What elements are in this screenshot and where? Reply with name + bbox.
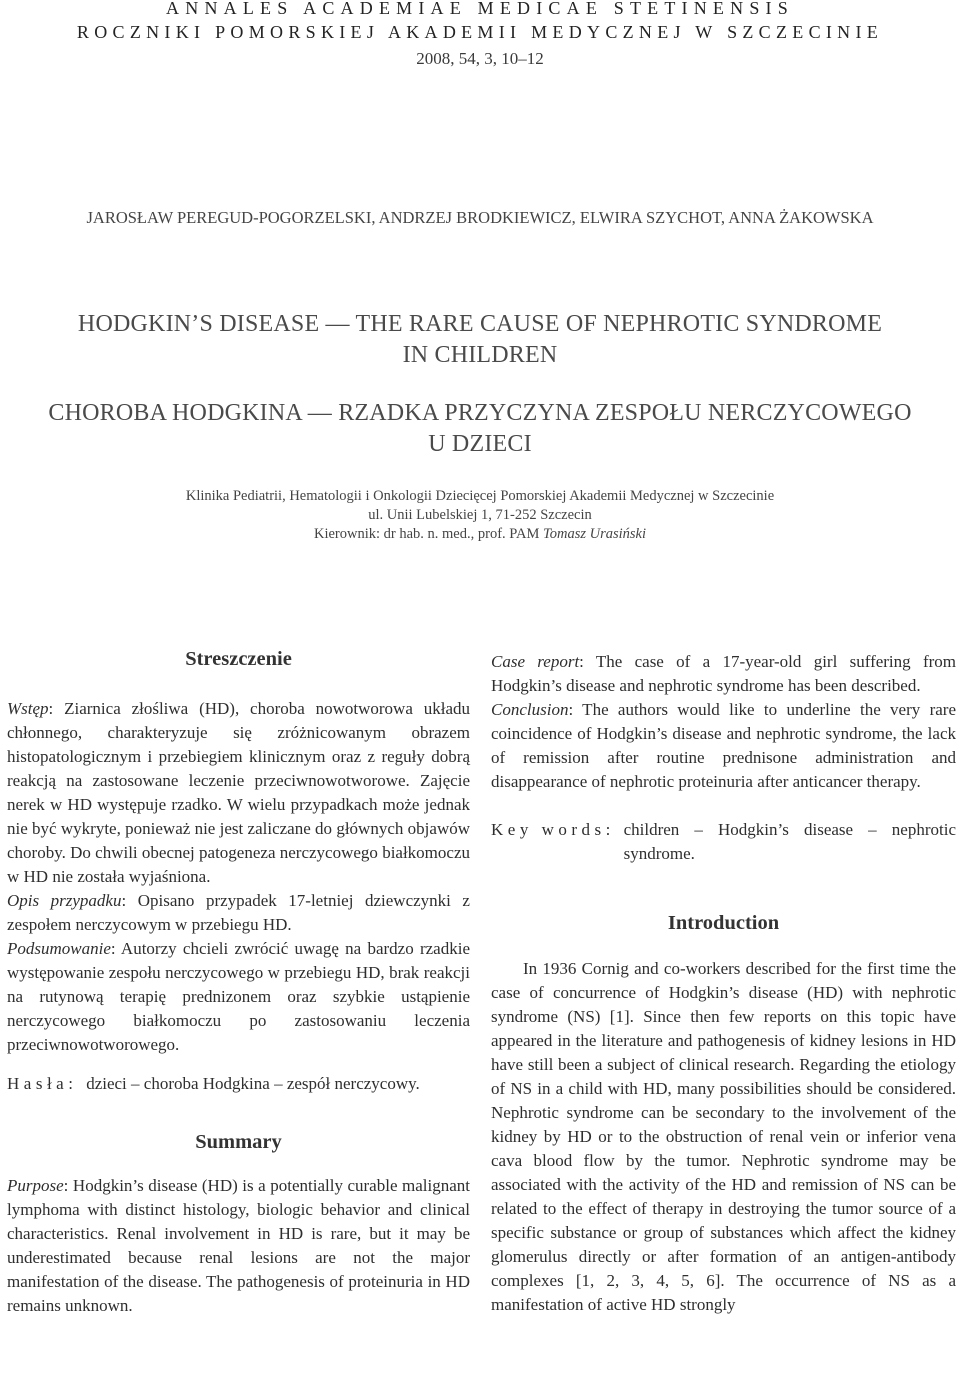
title-english-line-2: IN CHILDREN (402, 342, 558, 368)
title-english-line-1: HODGKIN’S DISEASE — THE RARE CAUSE OF NEPHROTIC SYNDROME (77, 311, 883, 337)
streszczenie-heading: Streszczenie (185, 648, 292, 670)
introduction-heading: Introduction (667, 912, 780, 934)
streszczenie-keywords (7, 1072, 470, 1096)
streszczenie-wstep (7, 697, 470, 889)
summary-conclusion-label: Conclusion (491, 700, 569, 719)
streszczenie-wstep-label: Wstęp (7, 699, 49, 718)
affiliation-head-title: Kierownik: dr hab. n. med., prof. PAM (313, 526, 543, 542)
journal-name-polish: ROCZNIKI POMORSKIEJ AKADEMII MEDYCZNEJ W SZCZECINIE (76, 22, 884, 42)
title-polish-line-1: CHOROBA HODGKINA — RZADKA PRZYCZYNA ZESPOŁU NERCZYCOWEGO (48, 400, 912, 426)
left-column (7, 648, 470, 1318)
affiliation-institution: Klinika Pediatrii, Hematologii i Onkologii Dziecięcej Pomorskiej Akademii Medycznej w Szczecinie (185, 488, 775, 504)
title-english (0, 309, 960, 371)
streszczenie-opis-text: : Opisano przypadek 17-letniej dziewczynki z zespołem nerczycowym w przebiegu HD. (7, 891, 470, 934)
summary-case-report-label: Case report (491, 652, 580, 671)
streszczenie-opis (7, 889, 470, 937)
streszczenie-wstep-text: : Ziarnica złośliwa (HD), choroba nowotworowa układu chłonnego, charakteryzuje się zróżnicowanym obrazem histopatologicznym i przebiegiem klinicznym oraz z reguły dobrą reakcją na zastosowane leczenie przeciwnowotworowe. Zajęcie nerek w HD występuje rzadko. W wielu przypadkach może jednak nie być wykryte, ponieważ nie jest zaliczane do głównych objawów choroby. Do chwili obecnej patogeneza nerczycowego białkomoczu w HD nie została wyjaśniona. (7, 699, 470, 886)
affiliation-address: ul. Unii Lubelskiej 1, 71-252 Szczecin (368, 507, 592, 523)
streszczenie-opis-label: Opis przypadku (7, 891, 122, 910)
summary-keywords-text: children – Hodgkin’s disease – nephrotic syndrome. (623, 820, 956, 863)
summary-purpose (7, 1174, 470, 1318)
streszczenie-keywords-text: dzieci – choroba Hodgkina – zespół nerczycowy. (86, 1074, 420, 1093)
summary-heading: Summary (195, 1131, 282, 1153)
author-list: JAROSŁAW PEREGUD-POGORZELSKI, ANDRZEJ BRODKIEWICZ, ELWIRA SZYCHOT, ANNA ŻAKOWSKA (86, 208, 874, 227)
volume-info: 2008, 54, 3, 10–12 (416, 49, 544, 68)
summary-keywords (491, 818, 956, 866)
right-column (491, 650, 956, 1317)
summary-purpose-label: Purpose (7, 1176, 64, 1195)
summary-conclusion (491, 698, 956, 794)
title-polish (0, 398, 960, 460)
summary-case-report (491, 650, 956, 698)
streszczenie-podsumowanie-text: : Autorzy chcieli zwrócić uwagę na bardzo rzadkie występowanie zespołu nerczycowego w przebiegu HD, brak reakcji na rutynową terapię prednizonem oraz szybkie ustąpienie nerczycowego białkomoczu po zastosowaniu leczenia przeciwnowotworowego. (7, 939, 470, 1054)
affiliation-head-name: Tomasz Urasiński (543, 526, 647, 542)
streszczenie-podsumowanie (7, 937, 470, 1057)
journal-name-latin: ANNALES ACADEMIAE MEDICAE STETINENSIS (166, 0, 794, 18)
summary-conclusion-text: : The authors would like to underline the very rare coincidence of Hodgkin’s disease and nephrotic syndrome, the lack of remission after routine prednisone administration and disappearance of nephrotic proteinuria after anticancer therapy. (491, 700, 956, 791)
title-polish-line-2: U DZIECI (428, 431, 532, 457)
streszczenie-podsumowanie-label: Podsumowanie (7, 939, 111, 958)
affiliation (0, 487, 960, 544)
affiliation-head (0, 525, 960, 544)
summary-case-report-text: : The case of a 17-year-old girl suffering from Hodgkin’s disease and nephrotic syndrome has been described. (491, 652, 956, 695)
introduction-text: In 1936 Cornig and co-workers described for the first time the case of concurrence of Hodgkin’s disease (HD) with nephrotic syndrome (NS) [1]. Since then few reports on this topic have appeared in the literature and pathogenesis of kidney lesions in HD have still been a subject of clinical research. Regarding the etiology of NS in a child with HD, many possibilities should be considered. Nephrotic syndrome can be secondary to the involvement of the kidney by HD or to the obstruction of renal vein or inferior vena cava blood flow by the tumor. Nephrotic syndrome may be associated with the activity of the HD and remission of NS can be related to the effect of therapy in destroying the tumor source of a specific substance or group of substances which affect the kidney glomerulus directly or after formation of an antigen-antibody complexes [1, 2, 3, 4, 5, 6]. The occurrence of NS as a manifestation of active HD strongly (491, 959, 956, 1314)
streszczenie-keywords-label: Hasła: (7, 1074, 87, 1093)
summary-purpose-text: : Hodgkin’s disease (HD) is a potentially curable malignant lymphoma with distinct histology, biologic behavior and clinical characteristics. Renal involvement in HD is rare, but it may be underestimated because renal lesions are not the major manifestation of the disease. The pathogenesis of proteinuria in HD remains unknown. (7, 1176, 470, 1315)
summary-keywords-label: Key words: (491, 820, 624, 839)
